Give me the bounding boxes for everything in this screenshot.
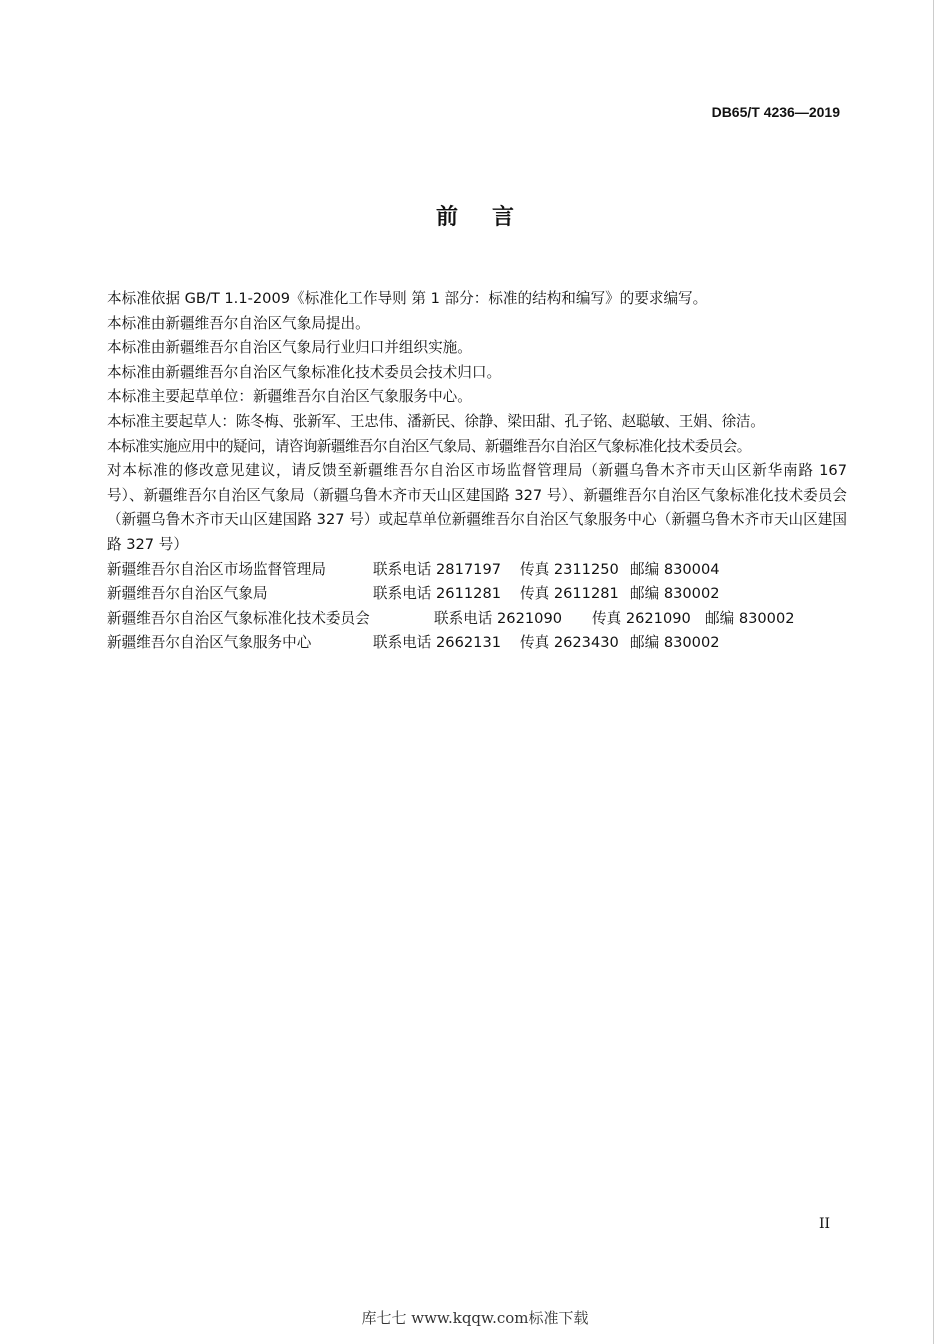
contact-row	[107, 558, 847, 583]
line: 本标准实施应用中的疑问，请咨询新疆维吾尔自治区气象局、新疆维吾尔自治区气象标准化技术委员会。	[107, 437, 751, 455]
footer-watermark: 库七七 www.kqqw.com标准下载	[361, 1309, 589, 1327]
standard-code: DB65/T 4236—2019	[711, 104, 840, 120]
contact-org: 新疆维吾尔自治区气象标准化技术委员会	[107, 609, 370, 627]
contact-phone: 联系电话 2817197	[373, 560, 502, 578]
contact-postcode: 邮编 830002	[705, 609, 795, 627]
contact-postcode: 邮编 830002	[630, 585, 720, 603]
line: 本标准主要起草单位：新疆维吾尔自治区气象服务中心。	[107, 388, 472, 406]
feedback-paragraph: 对本标准的修改意见建议，请反馈至新疆维吾尔自治区市场监督管理局（新疆乌鲁木齐市天山区新华南路 167 号）、新疆维吾尔自治区气象局（新疆乌鲁木齐市天山区建国路 327 号）、新疆维吾尔自治区气象标准化技术委员会（新疆乌鲁木齐市天山区建国路 327 号）或起草单位新疆维吾尔自治区气象服务中心（新疆乌鲁木齐市天山区建国路 327 号）	[107, 462, 847, 553]
page-title: 前言	[435, 205, 548, 230]
contact-row	[107, 631, 847, 656]
contact-phone: 联系电话 2662131	[373, 634, 502, 652]
contact-fax: 传真 2623430	[520, 634, 619, 652]
contact-fax: 传真 2611281	[520, 585, 619, 603]
contact-postcode: 邮编 830004	[630, 560, 720, 578]
page-number: II	[818, 1216, 830, 1232]
line: 本标准由新疆维吾尔自治区气象局提出。	[107, 314, 370, 332]
foreword-body	[107, 287, 847, 656]
contact-row	[107, 607, 847, 632]
contact-postcode: 邮编 830002	[630, 634, 720, 652]
contact-org: 新疆维吾尔自治区气象局	[107, 585, 268, 603]
contact-phone: 联系电话 2621090	[434, 609, 563, 627]
line: 本标准由新疆维吾尔自治区气象标准化技术委员会技术归口。	[107, 363, 502, 381]
contact-fax: 传真 2311250	[520, 560, 619, 578]
contact-phone: 联系电话 2611281	[373, 585, 502, 603]
contact-row	[107, 582, 847, 607]
contact-fax: 传真 2621090	[592, 609, 691, 627]
line: 本标准由新疆维吾尔自治区气象局行业归口并组织实施。	[107, 339, 472, 357]
line: 本标准主要起草人：陈冬梅、张新军、王忠伟、潘新民、徐静、梁田甜、孔子铭、赵聪敏、王娟、徐洁。	[107, 412, 765, 430]
contact-org: 新疆维吾尔自治区市场监督管理局	[107, 560, 326, 578]
contact-org: 新疆维吾尔自治区气象服务中心	[107, 634, 312, 652]
line: 本标准依据 GB/T 1.1-2009《标准化工作导则 第 1 部分：标准的结构和编写》的要求编写。	[107, 290, 708, 307]
